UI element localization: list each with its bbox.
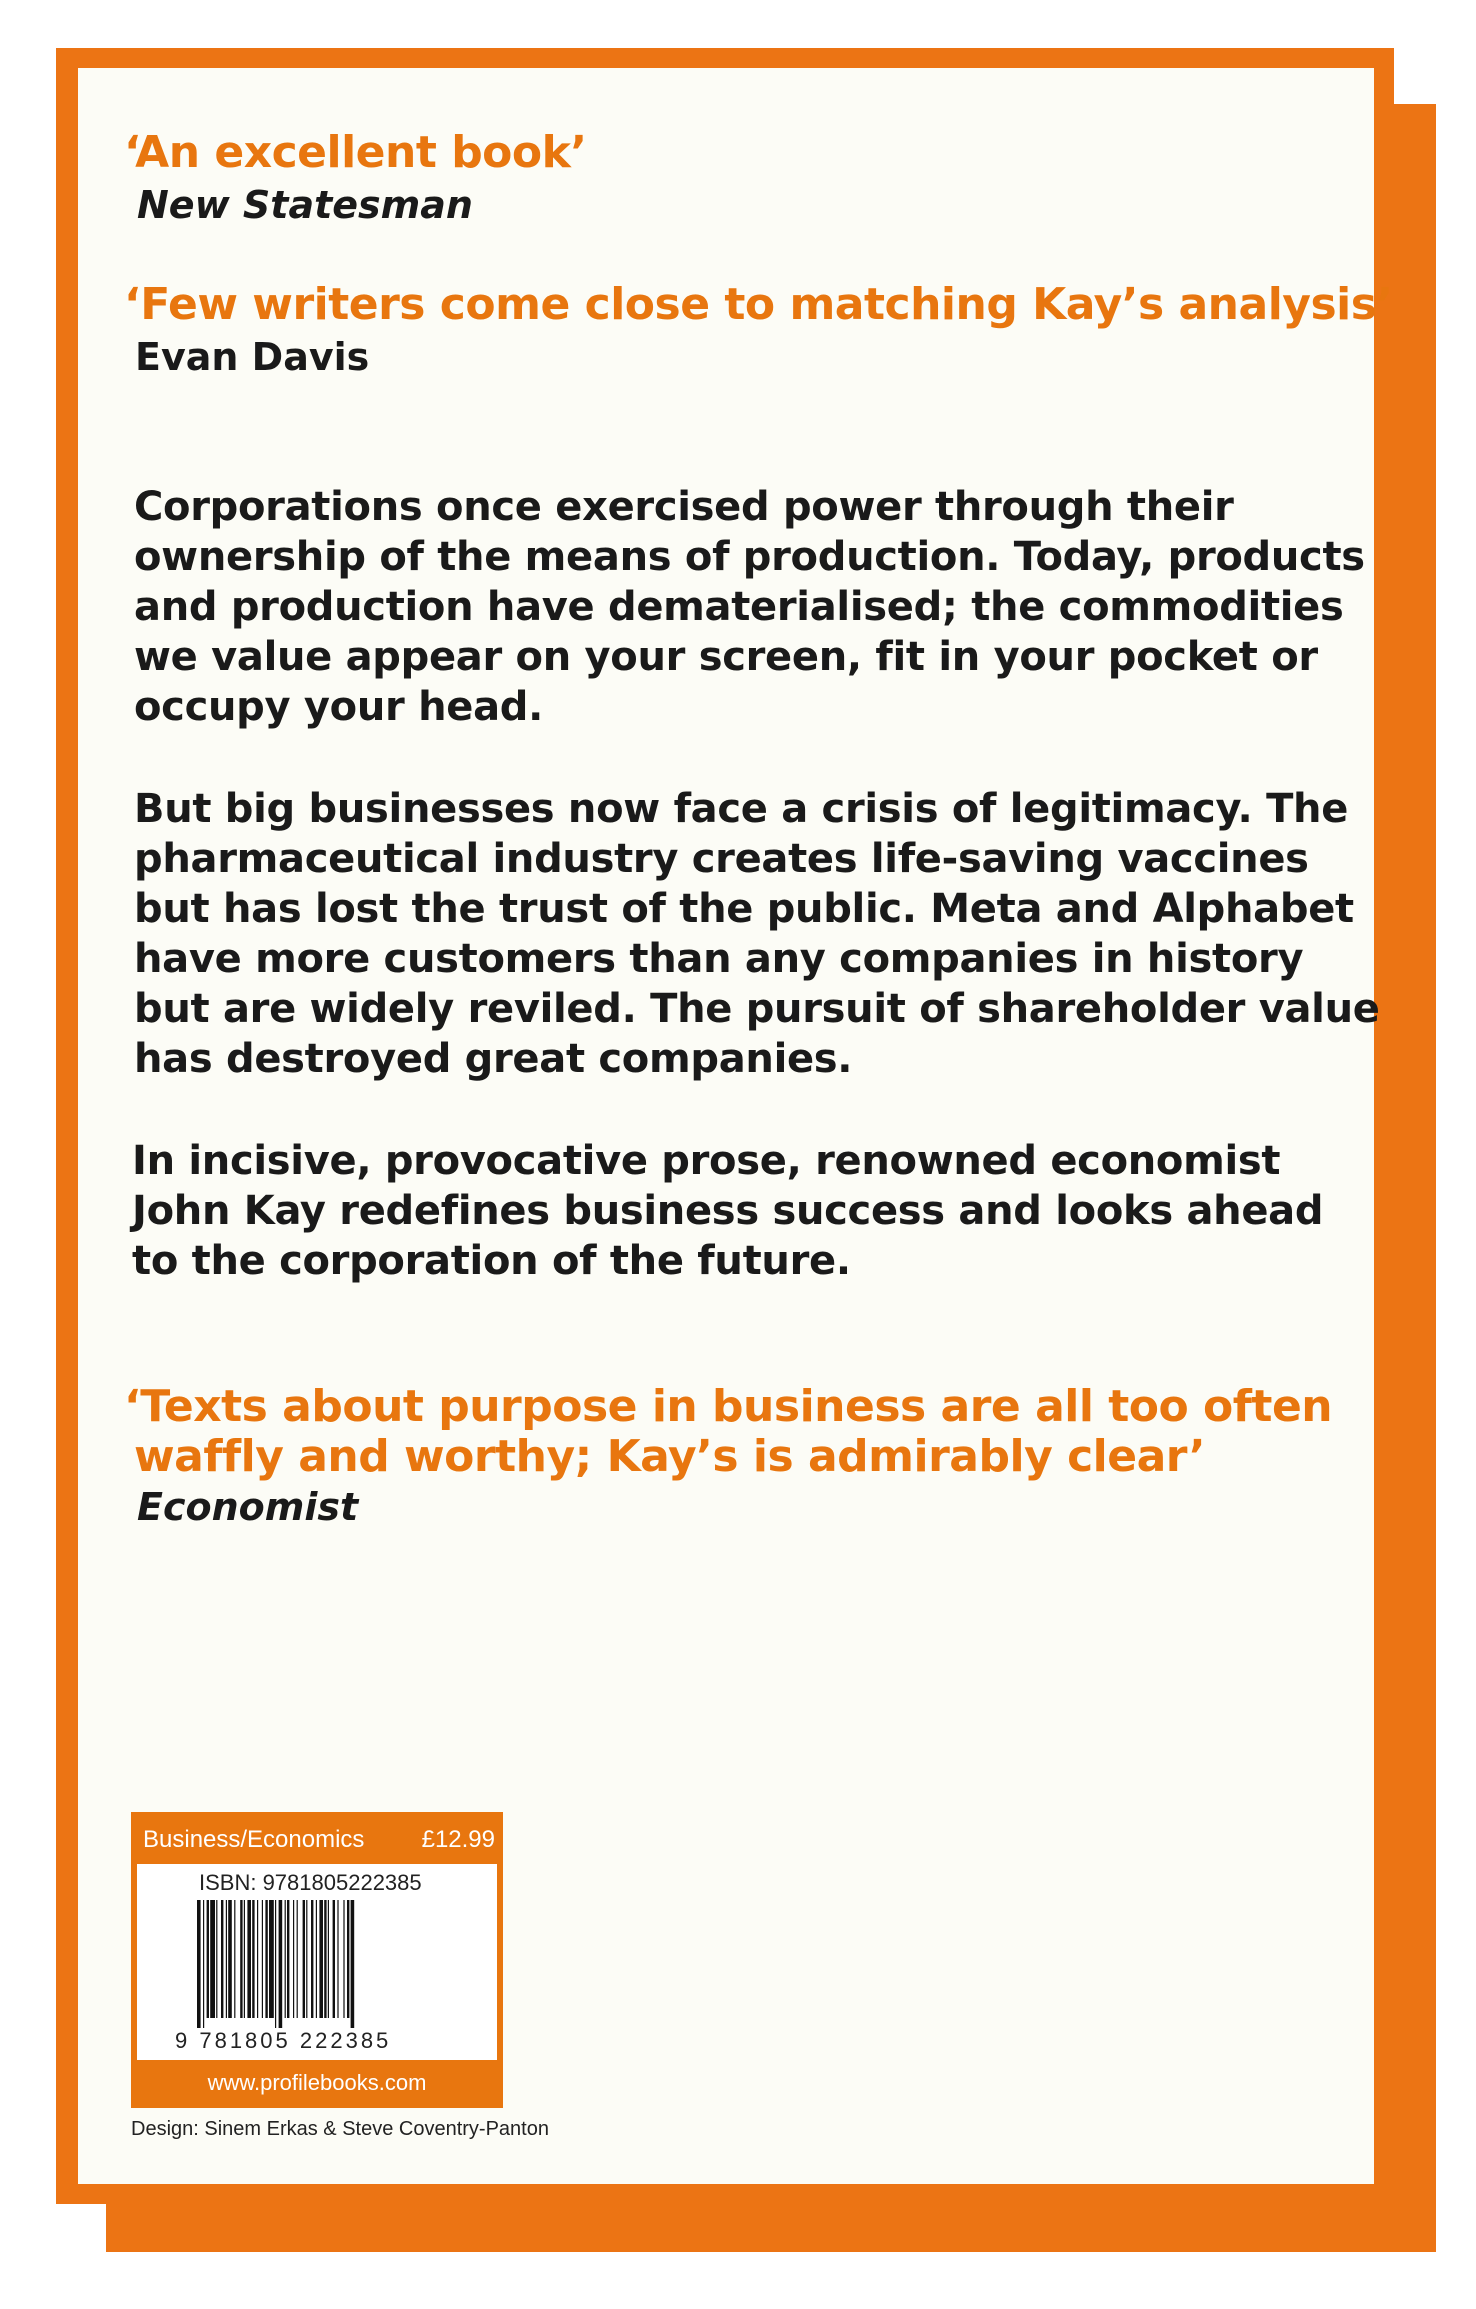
barcode-bar [306,1900,307,2018]
barcode-bar [228,1900,232,2018]
quote-3-line: waffly and worthy; Kay’s is admirably clear’ [134,1431,1206,1482]
barcode-bar [244,1900,245,2018]
barcode-bar [203,1900,204,2028]
barcode-bar [216,1900,217,2018]
barcode-bar [303,1900,305,2018]
price-label: £12.99 [421,1826,495,1853]
blurb-line: but has lost the trust of the public. Meta and Alphabet [134,886,1354,932]
barcode-panel [137,1864,497,2060]
barcode-bar [269,1900,274,2018]
barcode-bar [316,1900,317,2018]
publisher-url: www.profilebooks.com [207,2070,427,2095]
quote-3 [124,1382,1332,1482]
barcode-bar [343,1900,344,2018]
barcode-bar [328,1900,329,2018]
barcode-bar [347,1900,349,2018]
barcode-bar [293,1900,294,2018]
blurb-line: Corporations once exercised power through their [134,484,1234,530]
quote-2-source: Evan Davis [135,335,370,379]
blurb-line: has destroyed great companies. [134,1036,853,1082]
blurb-line: ownership of the means of production. Today, products [134,534,1365,580]
barcode-bar [247,1900,251,2018]
barcode-bar [337,1900,338,2018]
barcode-bar [265,1900,267,2018]
barcode-bar [257,1900,258,2018]
blurb-paragraph-1 [134,482,1365,732]
blurb-paragraph-3 [132,1136,1323,1286]
barcode-bar [252,1900,254,2018]
blurb-line: occupy your head. [134,684,544,730]
barcode-bar [234,1900,235,2018]
barcode-bar [324,1900,326,2018]
design-credit: Design: Sinem Erkas & Steve Coventry-Panton [131,2118,549,2140]
blurb-line: to the corporation of the future. [132,1238,851,1284]
barcode-block [131,1812,503,2108]
barcode-bar [275,1900,276,2028]
blurb-line: In incisive, provocative prose, renowned economist [132,1138,1281,1184]
blurb-line: we value appear on your screen, fit in your pocket or [134,634,1318,680]
blurb-line: But big businesses now face a crisis of legitimacy. The [134,786,1349,832]
quote-1-source: New Statesman [137,183,473,227]
barcode-bar [297,1900,298,2018]
barcode-bar [287,1900,289,2018]
barcode-image [197,1900,447,2028]
blurb-line: pharmaceutical industry creates life-saving vaccines [134,836,1309,882]
quote-1: ‘An excellent book’ [124,127,587,178]
barcode-digits: 9 781805 222385 [175,2028,392,2053]
barcode-bar [351,1900,355,2028]
barcode-bar [311,1900,313,2018]
blurb-line: have more customers than any companies in history [134,936,1304,982]
isbn-label: ISBN: 9781805222385 [199,1870,422,1895]
barcode-bar [333,1900,335,2018]
quote-3-source: Economist [137,1485,359,1529]
barcode-bar [240,1900,242,2018]
barcode-bar [279,1900,283,2028]
barcode-bar [210,1900,215,2018]
quote-3-line: ‘Texts about purpose in business are all too often [124,1381,1333,1432]
barcode-bar [221,1900,223,2018]
barcode-bar [285,1900,286,2018]
barcode-bar [226,1900,227,2018]
blurb-line: but are widely reviled. The pursuit of shareholder value [134,986,1380,1032]
barcode-header [131,1812,503,1864]
blurb-line: John Kay redefines business success and looks ahead [132,1188,1324,1234]
blurb-paragraph-2 [134,784,1380,1084]
barcode-bar [197,1900,201,2028]
barcode-bar [319,1900,323,2018]
category-label: Business/Economics [143,1826,365,1853]
blurb-line: and production have dematerialised; the commodities [134,584,1344,630]
quote-2: ‘Few writers come close to matching Kay’s analysis’ [124,279,1393,330]
barcode-bar [262,1900,263,2018]
barcode-bar [207,1900,209,2018]
